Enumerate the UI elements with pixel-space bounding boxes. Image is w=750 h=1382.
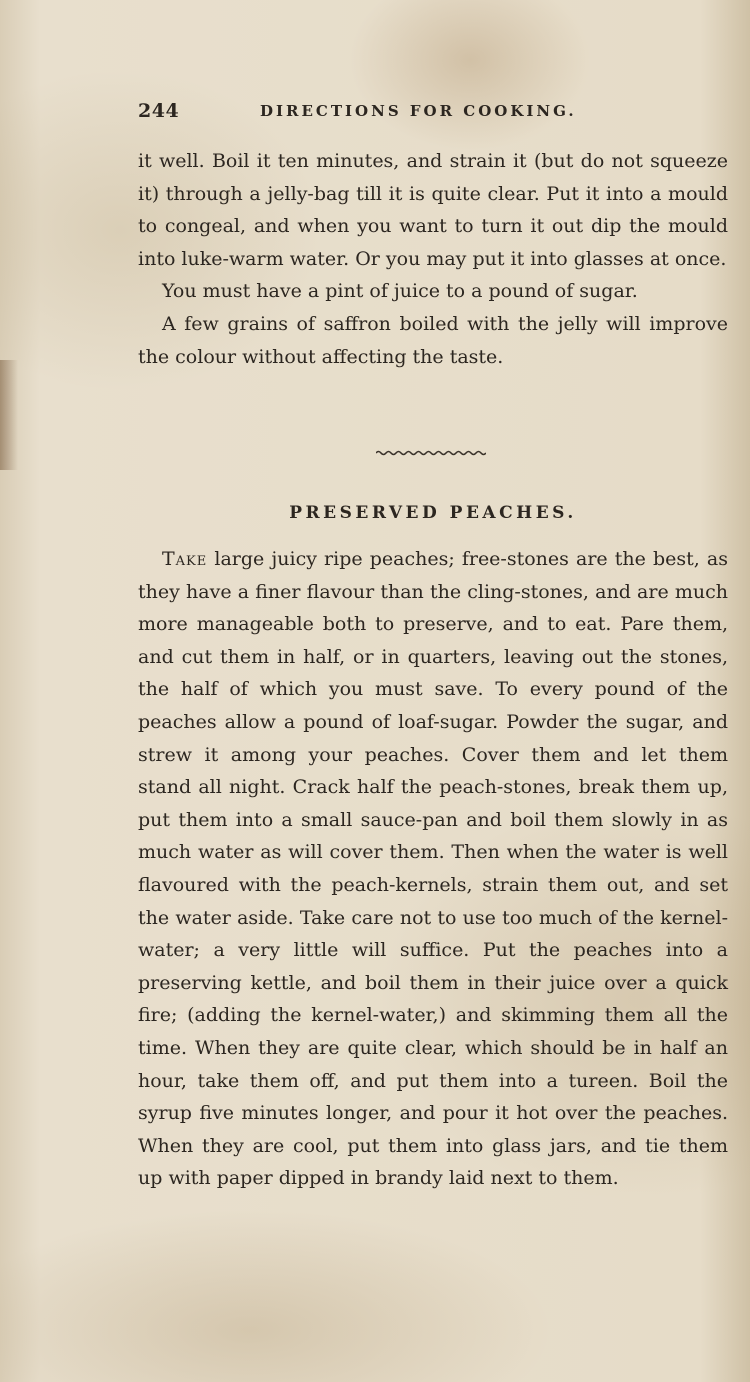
lead-word: Take <box>162 548 208 570</box>
continued-text <box>138 145 728 373</box>
page-edge-stain <box>0 360 18 470</box>
recipe-body: large juicy ripe peaches; free-stones are the best, as they have a finer flavour than the cling-stones, and are much more manageable both to preserve, and to eat. Pare them, and cut them in half, or in quarters, leaving out the stones, the half of which you must save. To every pound of the peaches allow a pound of loaf-sugar. Powder the sugar, and strew it among your peaches. Cover them and let them stand all night. Crack half the peach-stones, break them up, put them into a small sauce-pan and boil them slowly in as much water as will cover them. Then when the water is well flavoured with the peach-kernels, strain them out, and set the water aside. Take care not to use too much of the kernel-water; a very little will suffice. Put the peaches into a preserving kettle, and boil them in their juice over a quick fire; (adding the kernel-water,) and skimming them all the time. When they are quite clear, which should be in half an hour, take them off, and put them into a tureen. Boil the syrup five minutes longer, and pour it hot over the peaches. When they are cool, put them into glass jars, and tie them up with paper dipped in brandy laid next to them. <box>138 548 728 1190</box>
ornament-divider <box>376 449 486 457</box>
recipe-text <box>138 543 728 1195</box>
recipe-paragraph <box>138 543 728 1195</box>
paragraph-continued: it well. Boil it ten minutes, and strain it (but do not squeeze it) through a jelly-bag till it is quite clear. Put it into a mould to congeal, and when you want to turn it out dip the mould into luke-warm water. Or you may put it into glasses at once. <box>138 150 728 270</box>
running-head: DIRECTIONS FOR COOKING. <box>260 102 577 120</box>
page-number: 244 <box>138 100 180 122</box>
page-header <box>138 100 726 128</box>
section-title: PRESERVED PEACHES. <box>289 503 577 523</box>
paragraph-juice-ratio: You must have a pint of juice to a pound of sugar. <box>162 280 638 303</box>
paragraph-saffron: A few grains of saffron boiled with the jelly will improve the colour without affecting the taste. <box>138 312 728 368</box>
